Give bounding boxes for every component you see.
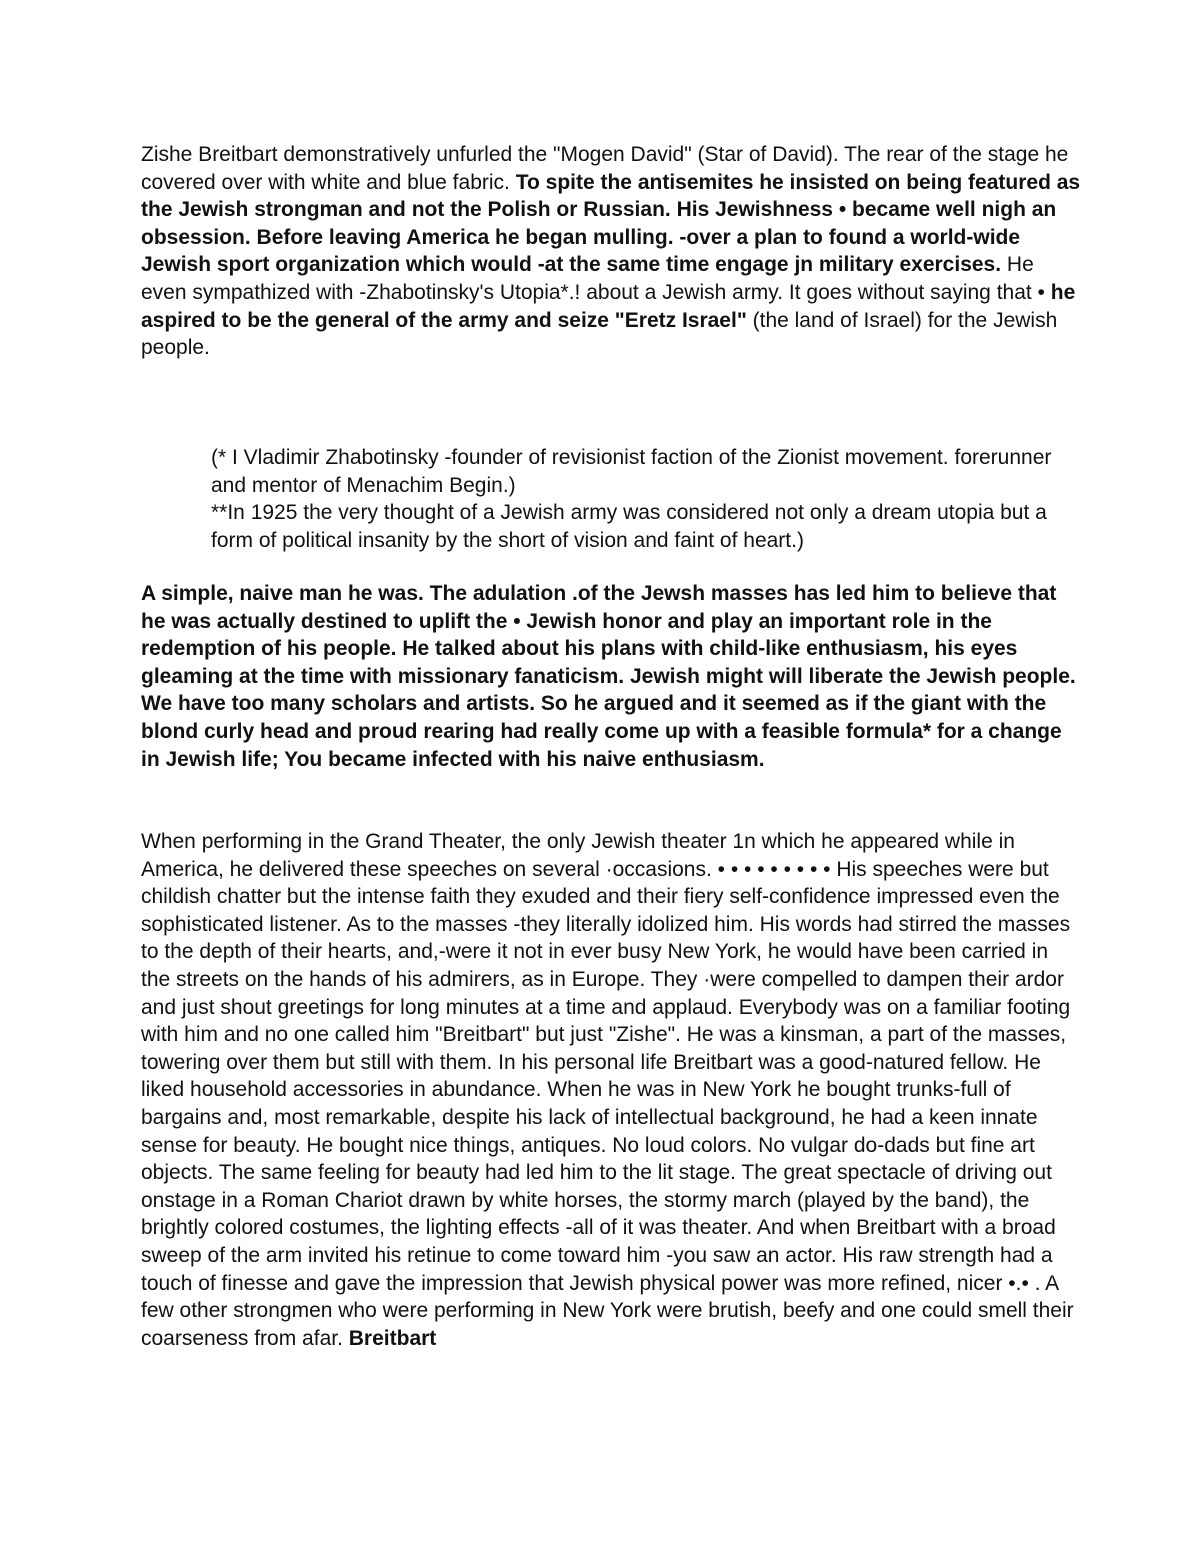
- footnotes: [211, 444, 1071, 554]
- footnote-jewish-army: **In 1925 the very thought of a Jewish army was considered not only a dream utopia but a form of political insanity by the short of vision and faint of heart.): [211, 501, 1047, 552]
- paragraph-1-text-2: He even sympathized with -Zhabotinsky's Utopia*.! about a Jewish army. It goes without saying that •: [141, 253, 1051, 304]
- paragraph-1-text-3: (the land of Israel) for the Jewish people.: [141, 308, 1058, 360]
- paragraph-1-bold-1: To spite the antisemites he insisted on being featured as the Jewish strongman and not the Polish or Russian. His Jewishness • became well nigh an obsession. Before leaving America he began mulling. -over a plan to found a world-wide Jewish sport organization which would -at the same time engage jn military exercises.: [141, 170, 1081, 277]
- paragraph-3-bold-end: Breitbart: [348, 1326, 437, 1350]
- paragraph-star-of-david: [141, 141, 1081, 362]
- footnote-zhabotinsky: (* I Vladimir Zhabotinsky -founder of revisionist faction of the Zionist movement. forerunner and mentor of Menachim Begin.): [211, 446, 1052, 497]
- paragraph-naive-man: A simple, naive man he was. The adulation .of the Jewsh masses has led him to believe that he was actually destined to uplift the • Jewish honor and play an important role in the redemption of his people. He talked about his plans with child-like enthusiasm, his eyes gleaming at the time with missionary fanaticism. Jewish might will liberate the Jewish people. We have too many scholars and artists. So he argued and it seemed as if the giant with the blond curly head and proud rearing had really come up with a feasible formula* for a change in Jewish life; You became infected with his naive enthusiasm.: [141, 582, 1076, 771]
- paragraph-3-text: When performing in the Grand Theater, the only Jewish theater 1n which he appeared while in America, he delivered these speeches on several ·occasions. • • • • • • • • • His speeches were but childish chatter but the intense faith they exuded and their fiery self-confidence impressed even the sophisticated listener. As to the masses -they literally idolized him. His words had stirred the masses to the depth of their hearts, and,-were it not in ever busy New York, he would have been carried in the streets on the hands of his admirers, as in Europe. They ·were compelled to dampen their ardor and just shout greetings for long minutes at a time and applaud. Everybody was on a familiar footing with him and no one called him "Breitbart" but just "Zishe". He was a kinsman, a part of the masses, towering over them but still with them. In his personal life Breitbart was a good-natured fellow. He liked household accessories in abundance. When he was in New York he bought trunks-full of bargains and, most remarkable, despite his lack of intellectual background, he had a keen innate sense for beauty. He bought nice things, antiques. No loud colors. No vulgar do-dads but fine art objects. The same feeling for beauty had led him to the lit stage. The great spectacle of driving out onstage in a Roman Chariot drawn by white horses, the stormy march (played by the band), the brightly colored costumes, the lighting effects -all of it was theater. And when Breitbart with a broad sweep of the arm invited his retinue to come toward him -you saw an actor. His raw strength had a touch of finesse and gave the impression that Jewish physical power was more refined, nicer •.• . A few other strongmen who were performing in New York were brutish, beefy and one could smell their coarseness from afar.: [141, 830, 1074, 1350]
- paragraph-grand-theater: [141, 828, 1081, 1352]
- paragraph-1-bold-2: he aspired to be the general of the army and seize "Eretz Israel": [141, 280, 1076, 332]
- paragraph-1-text-1: Zishe Breitbart demonstratively unfurled the "Mogen David" (Star of David). The rear of the stage he covered over with white and blue fabric.: [141, 143, 1069, 194]
